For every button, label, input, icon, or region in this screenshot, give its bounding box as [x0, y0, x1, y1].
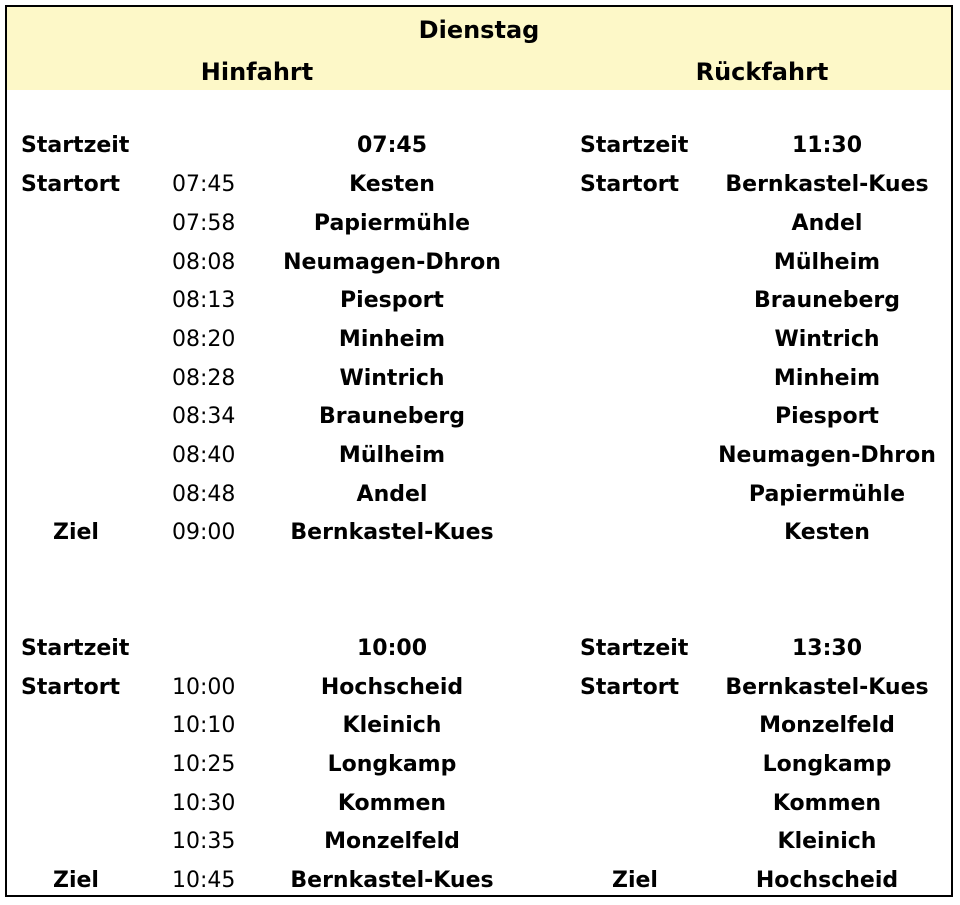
block1-time-4: 08:20 — [172, 327, 236, 352]
block2-time-1: 10:10 — [172, 713, 236, 738]
block2-start-place-label: Startort — [21, 675, 121, 700]
block1-stop-2: Neumagen-Dhron — [283, 250, 501, 275]
day-title: Dienstag — [418, 16, 540, 44]
block1-return-stop-3: Brauneberg — [754, 288, 900, 313]
block1-return-stop-5: Minheim — [773, 366, 881, 391]
block1-time-3: 08:13 — [172, 288, 236, 313]
block2-time-3: 10:30 — [172, 791, 236, 816]
block1-return-start-time-label: Startzeit — [580, 133, 689, 158]
block1-time-8: 08:48 — [172, 482, 236, 507]
block1-return-stop-8: Papiermühle — [748, 482, 906, 507]
block2-time-4: 10:35 — [172, 829, 236, 854]
block2-stop-4: Monzelfeld — [324, 829, 460, 854]
block2-return-stop-1: Monzelfeld — [759, 713, 895, 738]
return-heading: Rückfahrt — [695, 58, 829, 86]
block2-stop-1: Kleinich — [342, 713, 442, 738]
block2-start-time-label: Startzeit — [21, 636, 130, 661]
block2-return-stop-2: Longkamp — [762, 752, 892, 777]
block2-return-stop-0: Bernkastel-Kues — [725, 675, 929, 700]
block2-destination-label: Ziel — [53, 868, 99, 893]
block1-stop-6: Brauneberg — [319, 404, 465, 429]
block1-time-9: 09:00 — [172, 520, 236, 545]
block1-return-stop-1: Andel — [791, 211, 863, 236]
block1-return-stop-4: Wintrich — [774, 327, 880, 352]
block1-stop-1: Papiermühle — [313, 211, 471, 236]
block1-time-1: 07:58 — [172, 211, 236, 236]
block1-time-7: 08:40 — [172, 443, 236, 468]
block1-return-stop-0: Bernkastel-Kues — [725, 172, 929, 197]
block1-return-stop-2: Mülheim — [773, 250, 881, 275]
block1-start-place-label: Startort — [21, 172, 121, 197]
block2-outbound-start-time: 10:00 — [356, 636, 428, 661]
block2-stop-5: Bernkastel-Kues — [290, 868, 494, 893]
block2-return-start-time-label: Startzeit — [580, 636, 689, 661]
block1-stop-4: Minheim — [338, 327, 446, 352]
block1-stop-3: Piesport — [340, 288, 444, 313]
block1-return-start-time: 11:30 — [791, 133, 863, 158]
block1-stop-0: Kesten — [349, 172, 435, 197]
block2-time-5: 10:45 — [172, 868, 236, 893]
block2-return-stop-3: Kommen — [772, 791, 882, 816]
block1-return-stop-6: Piesport — [775, 404, 879, 429]
block2-time-2: 10:25 — [172, 752, 236, 777]
block1-stop-9: Bernkastel-Kues — [290, 520, 494, 545]
block1-start-time-label: Startzeit — [21, 133, 130, 158]
block2-return-start-place-label: Startort — [580, 675, 680, 700]
block1-time-0: 07:45 — [172, 172, 236, 197]
block2-stop-0: Hochscheid — [320, 675, 464, 700]
block2-stop-2: Longkamp — [327, 752, 457, 777]
block1-time-5: 08:28 — [172, 366, 236, 391]
block2-return-start-time: 13:30 — [791, 636, 863, 661]
block1-stop-8: Andel — [356, 482, 428, 507]
block1-return-stop-9: Kesten — [784, 520, 870, 545]
outbound-heading: Hinfahrt — [200, 58, 314, 86]
block2-return-stop-4: Kleinich — [777, 829, 877, 854]
block1-time-2: 08:08 — [172, 250, 236, 275]
block1-time-6: 08:34 — [172, 404, 236, 429]
block2-return-destination-label: Ziel — [612, 868, 658, 893]
block1-stop-5: Wintrich — [339, 366, 445, 391]
timetable-frame — [5, 5, 953, 897]
block2-stop-3: Kommen — [337, 791, 447, 816]
block1-destination-label: Ziel — [53, 520, 99, 545]
block1-return-stop-7: Neumagen-Dhron — [718, 443, 936, 468]
block1-outbound-start-time: 07:45 — [356, 133, 428, 158]
block1-stop-7: Mülheim — [338, 443, 446, 468]
block2-time-0: 10:00 — [172, 675, 236, 700]
block1-return-start-place-label: Startort — [580, 172, 680, 197]
block2-return-stop-5: Hochscheid — [755, 868, 899, 893]
